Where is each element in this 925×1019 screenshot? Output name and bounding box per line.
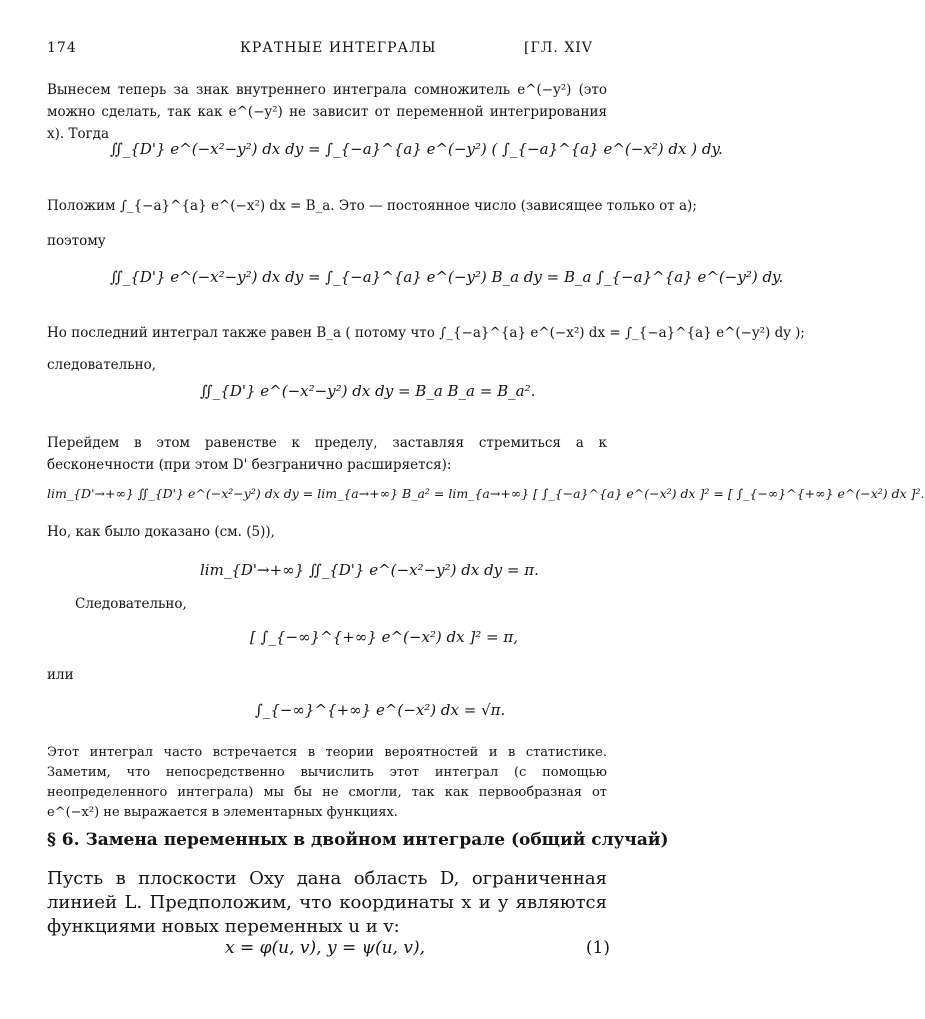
paragraph-2-tail: поэтому [47,233,106,249]
paragraph-3-tail: следовательно, [47,357,157,373]
chapter-label: [ГЛ. XIV [524,40,593,56]
page-number: 174 [47,40,77,56]
paragraph-3-line: Но последний интеграл также равен B_a ( потому что ∫_{−a}^{a} e^(−x²) dx = ∫_{−a}^{a} e^(−y²) dy ); [47,325,805,341]
paragraph-9: Пусть в плоскости Oxy дана область D, ограниченная линией L. Предположим, что координаты x и y являются функциями новых переменных u и v: [47,868,607,937]
paragraph-6: Следовательно, [75,596,187,612]
formula-9: x = φ(u, v), y = ψ(u, v), [225,938,425,958]
running-title: КРАТНЫЕ ИНТЕГРАЛЫ [240,40,437,56]
paragraph-2-line: Положим ∫_{−a}^{a} e^(−x²) dx = B_a. Это — постоянное число (зависящее только от a); [47,198,697,214]
paragraph-4: Перейдем в этом равенстве к пределу, заставляя стремиться a к бесконечности (при этом D' безгранично расширяется): [47,435,607,473]
formula-1: ∬_{D'} e^(−x²−y²) dx dy = ∫_{−a}^{a} e^(−y²) ( ∫_{−a}^{a} e^(−x²) dx ) dy. [110,140,723,158]
equation-number: (1) [585,938,610,958]
formula-3: ∬_{D'} e^(−x²−y²) dx dy = B_a B_a = B_a². [200,382,536,400]
paragraph-7: или [47,667,74,683]
formula-5: lim_{D'→+∞} ∬_{D'} e^(−x²−y²) dx dy = π. [200,561,539,579]
paragraph-5: Но, как было доказано (см. (5)), [47,524,275,540]
formula-4: lim_{D'→+∞} ∬_{D'} e^(−x²−y²) dx dy = lim_{a→+∞} B_a² = lim_{a→+∞} [ ∫_{−a}^{a} e^(−x²) dx ]² = [ ∫_{−∞}^{+∞} e^(−x²) dx ]². [47,486,925,501]
formula-2: ∬_{D'} e^(−x²−y²) dx dy = ∫_{−a}^{a} e^(−y²) B_a dy = B_a ∫_{−a}^{a} e^(−y²) dy. [110,268,784,286]
formula-6: [ ∫_{−∞}^{+∞} e^(−x²) dx ]² = π, [250,628,518,646]
section-heading: § 6. Замена переменных в двойном интеграле (общий случай) [47,830,669,850]
formula-7: ∫_{−∞}^{+∞} e^(−x²) dx = √π. [255,701,506,719]
paragraph-1: Вынесем теперь за знак внутреннего интеграла сомножитель e^(−y²) (это можно сделать, так как e^(−y²) не зависит от переменной интегрирования x). Тогда [47,82,607,142]
paragraph-8: Этот интеграл часто встречается в теории вероятностей и в статистике. Заметим, что непосредственно вычислить этот интеграл (с помощью неопределенного интеграла) мы бы не смогли, так как первообразная от e^(−x²) не выражается в элементарных функциях. [47,745,607,820]
